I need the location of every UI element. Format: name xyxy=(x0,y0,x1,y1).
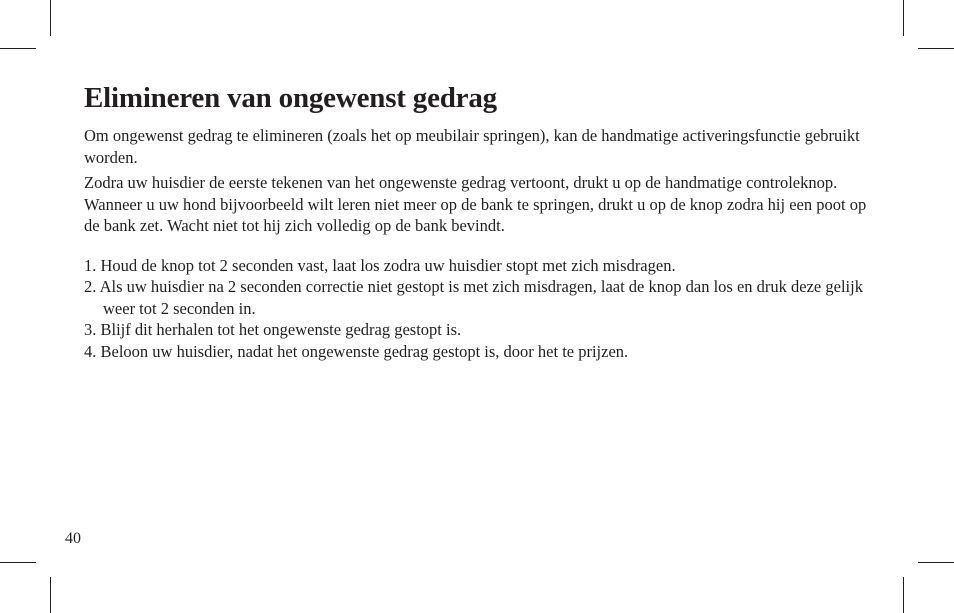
list-item: 4. Beloon uw huisdier, nadat het ongewenste gedrag gestopt is, door het te prijzen. xyxy=(84,341,629,361)
intro-paragraph: Om ongewenst gedrag te elimineren (zoals het op meubilair springen), kan de handmatige activeringsfunctie gebruikt worden. xyxy=(84,126,860,167)
page-number: 40 xyxy=(65,530,81,547)
list-item: 2. Als uw huisdier na 2 seconden correctie niet gestopt is met zich misdragen, laat de knop dan los en druk deze gelijk weer tot 2 seconden in. xyxy=(84,277,863,318)
page-title: Elimineren van ongewenst gedrag xyxy=(84,82,497,114)
crop-mark-top-left-horizontal xyxy=(0,48,36,49)
list-item: 1. Houd de knop tot 2 seconden vast, laat los zodra uw huisdier stopt met zich misdragen. xyxy=(84,255,676,275)
crop-mark-top-right-horizontal xyxy=(918,48,954,49)
crop-mark-bottom-right-vertical xyxy=(903,577,904,613)
crop-mark-top-right-vertical xyxy=(903,0,904,36)
crop-mark-bottom-right-horizontal xyxy=(918,562,954,563)
page-content xyxy=(84,80,874,362)
crop-mark-bottom-left-horizontal xyxy=(0,562,36,563)
crop-mark-bottom-left-vertical xyxy=(50,577,51,613)
steps-list xyxy=(84,255,874,363)
crop-mark-top-left-vertical xyxy=(50,0,51,36)
list-item: 3. Blijf dit herhalen tot het ongewenste gedrag gestopt is. xyxy=(84,320,462,339)
instruction-paragraph: Zodra uw huisdier de eerste tekenen van het ongewenste gedrag vertoont, drukt u op de handmatige controleknop. Wanneer u uw hond bijvoorbeeld wilt leren niet meer op de bank te springen, drukt u op de knop zodra hij een poot op de bank zet. Wacht niet tot hij zich volledig op de bank bevindt. xyxy=(84,173,867,235)
